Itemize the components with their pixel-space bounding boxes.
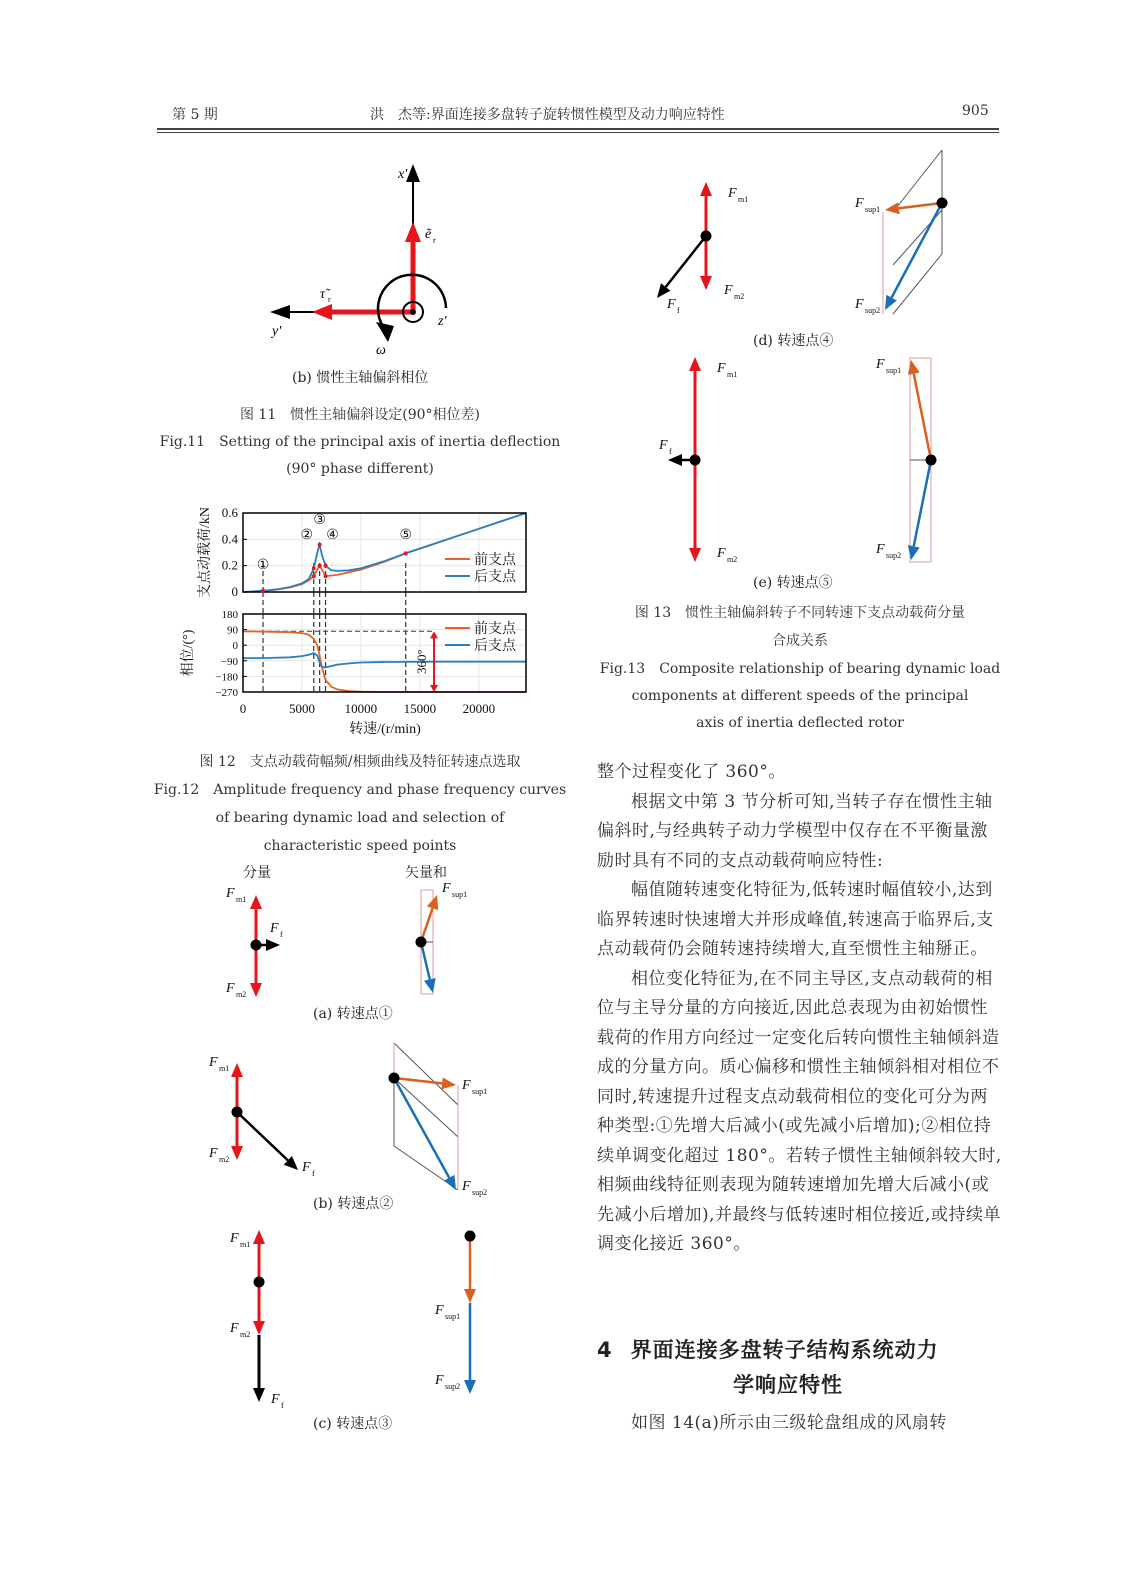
fm1-arrow-head: [231, 1063, 243, 1077]
force-label: F: [667, 297, 676, 312]
fig11-caption-en-1: Fig.11 Setting of the principal axis of inertia deflection: [159, 434, 561, 450]
fig13-sub-c: (c) 转速点③: [313, 1416, 393, 1432]
body-text-2: [597, 1409, 1002, 1439]
force-label: F: [876, 357, 885, 372]
z-label: z': [438, 314, 447, 329]
y-axis-label: 支点动载荷/kN: [198, 507, 213, 598]
fig13-caption-en-3: axis of inertia deflected rotor: [696, 715, 904, 731]
force-label: F: [659, 438, 668, 453]
force-label-sub: m1: [240, 1240, 251, 1249]
fsup1-arrow: [914, 374, 931, 460]
speed-point-label: ②: [300, 528, 314, 543]
force-label-sub: sup1: [886, 366, 902, 375]
fsup1-arrow-head: [441, 1077, 456, 1089]
legend-label: 前支点: [474, 622, 516, 637]
x-axis-label: 转速/(r/min): [349, 722, 421, 737]
fig13-col-vector-sum: 矢量和: [405, 865, 447, 881]
fsup2-arrow: [892, 203, 942, 298]
y-tick-label: 0: [231, 584, 238, 599]
fig11-subcaption: (b) 惯性主轴偏斜相位: [292, 370, 429, 386]
y-tick-label: 0.2: [221, 557, 238, 573]
y-tick-label: −270: [215, 687, 238, 699]
force-label-sub: m2: [727, 555, 738, 564]
fig13-caption-cn-2: 合成关系: [772, 633, 828, 649]
y-tick-label: −180: [215, 671, 238, 684]
fsup2-arrow-head: [424, 978, 436, 993]
paragraph: 根据文中第 3 节分析可知,当转子存在惯性主轴偏斜时,与经典转子动力学模型中仅存在不平衡量激励时具有不同的支点动载荷响应特性:: [597, 791, 993, 871]
y-tick-label: 0.4: [221, 531, 238, 547]
fsup1-arrow-head: [464, 1289, 476, 1303]
fsup2-arrow: [394, 1078, 449, 1178]
force-label-sub: sup2: [445, 1382, 461, 1391]
force-label-sub: f: [281, 1401, 284, 1410]
force-label: F: [462, 1078, 471, 1093]
fig13-sub-d: (d) 转速点④: [753, 333, 834, 349]
parallelogram-edge: [893, 150, 942, 314]
fig13-sub-b: (b) 转速点②: [313, 1196, 394, 1212]
fsup1-arrow: [899, 203, 942, 208]
fig13-caption-cn-1: 图 13 惯性主轴偏斜转子不同转速下支点动载荷分量: [634, 605, 966, 621]
parallelogram-edge: [394, 1043, 458, 1190]
force-label: F: [855, 196, 864, 211]
force-label: F: [462, 1179, 471, 1194]
fig13-sub-e: (e) 转速点⑤: [753, 575, 833, 591]
fig12-caption-cn: 图 12 支点动载荷幅频/相频曲线及特征转速点选取: [199, 754, 521, 770]
fig12-caption-en-1: Fig.12 Amplitude frequency and phase frequency curves: [153, 782, 567, 798]
rotor-center-dot: [254, 1277, 265, 1288]
force-label: F: [302, 1160, 311, 1175]
y-axis-label: 相位/(°): [181, 629, 196, 677]
force-label-sub: f: [669, 447, 672, 456]
rotor-center-dot: [690, 455, 701, 466]
force-label-sub: f: [312, 1169, 315, 1178]
ff-arrow-head: [266, 939, 280, 951]
rotor-center-dot: [926, 455, 937, 466]
section-number: 4: [597, 1338, 613, 1362]
force-label-sub: sup1: [445, 1312, 461, 1321]
rotor-center-dot: [416, 937, 427, 948]
fm1-arrow-head: [700, 182, 712, 196]
paragraph: 整个过程变化了 360°。: [597, 762, 786, 782]
force-label-sub: sup1: [472, 1087, 488, 1096]
force-label: F: [435, 1303, 444, 1318]
legend-label: 后支点: [474, 639, 516, 654]
force-label: F: [230, 1321, 239, 1336]
journal-issue: 第 5 期: [172, 107, 218, 123]
ff-arrow: [237, 1112, 288, 1160]
speed-point-label: ①: [256, 558, 270, 573]
annotation-label: 360°: [414, 649, 430, 675]
fm1-arrow-head: [689, 357, 701, 371]
legend-label: 前支点: [474, 553, 516, 568]
y-label: y': [272, 324, 282, 339]
ff-arrow-head: [253, 1388, 265, 1402]
force-label: F: [724, 283, 733, 298]
fsup1-arrow-head: [427, 895, 438, 910]
x-tick-label: 0: [239, 701, 247, 716]
force-label-sub: sup2: [886, 551, 902, 560]
force-label-sub: f: [677, 306, 680, 315]
x-tick-label: 10000: [344, 701, 378, 716]
force-label: F: [226, 981, 235, 996]
e-label: ẽ: [425, 227, 432, 242]
y-tick-label: 90: [227, 624, 238, 637]
fm2-arrow-head: [700, 276, 712, 290]
ff-arrow: [666, 236, 706, 287]
speed-point-label: ⑤: [399, 528, 413, 543]
fig13-caption-en-1: Fig.13 Composite relationship of bearing dynamic load: [599, 661, 1001, 677]
section-title-2: 学响应特性: [733, 1373, 843, 1397]
fsup2-arrow-head: [464, 1380, 476, 1394]
fsup1-arrow-head: [885, 202, 900, 214]
fm2-arrow-head: [253, 1321, 265, 1335]
force-label-sub: m1: [219, 1064, 230, 1073]
fig11-caption-en-2: (90° phase different): [286, 461, 434, 477]
tau-sub: r: [328, 295, 331, 304]
section-title-1: 界面连接多盘转子结构系统动力: [630, 1338, 939, 1362]
y-tick-label: −90: [220, 655, 238, 668]
force-label: F: [435, 1373, 444, 1388]
rotor-center-dot: [232, 1107, 243, 1118]
x-tick-label: 5000: [288, 701, 315, 716]
force-label: F: [226, 886, 235, 901]
force-label-sub: m1: [727, 370, 738, 379]
force-label-sub: m2: [236, 990, 247, 999]
fsup2-arrow: [914, 460, 931, 546]
rotor-center-dot: [251, 940, 262, 951]
force-label-sub: m2: [240, 1330, 251, 1339]
fm2-arrow-head: [250, 983, 262, 997]
running-title: 洪 杰等:界面连接多盘转子旋转惯性模型及动力响应特性: [370, 107, 725, 123]
fm1-arrow-head: [250, 895, 262, 909]
omega-label: ω: [376, 343, 386, 358]
fig12-caption-en-2: of bearing dynamic load and selection of: [215, 810, 505, 826]
force-label-sub: m2: [734, 292, 745, 301]
force-label: F: [271, 1392, 280, 1407]
x-tick-label: 20000: [462, 701, 496, 716]
force-label: F: [728, 186, 737, 201]
fig13-sub-a: (a) 转速点①: [313, 1006, 393, 1022]
page-number: 905: [962, 103, 989, 119]
rotor-center-dot: [701, 231, 712, 242]
force-label: F: [442, 881, 451, 896]
force-label: F: [209, 1146, 218, 1161]
force-label-sub: sup2: [472, 1188, 488, 1197]
force-label: F: [717, 546, 726, 561]
y-tick-label: 0: [232, 640, 238, 653]
speed-point-label: ④: [326, 528, 339, 543]
legend-label: 后支点: [474, 570, 516, 585]
tau-label: τ̃: [320, 287, 326, 302]
fig12-caption-en-3: characteristic speed points: [263, 838, 457, 854]
rotor-center-dot: [389, 1073, 400, 1084]
force-label-sub: m1: [236, 895, 247, 904]
paragraph: 幅值随转速变化特征为,低转速时幅值较小,达到临界转速时快速增大并形成峰值,转速高于临界后,支点动载荷仍会随转速持续增大,直至惯性主轴掰正。: [597, 880, 994, 959]
speed-point-label: ③: [313, 513, 326, 528]
force-label: F: [876, 542, 885, 557]
fsup1-arrow: [394, 1078, 442, 1083]
x-label: x': [398, 167, 408, 182]
rotor-center-dot: [937, 198, 948, 209]
fm1-arrow-head: [253, 1230, 265, 1244]
force-label: F: [209, 1055, 218, 1070]
section-heading: [597, 1334, 939, 1364]
fig11-caption-cn: 图 11 惯性主轴偏斜设定(90°相位差): [239, 407, 480, 423]
force-label: F: [230, 1231, 239, 1246]
fm2-arrow-head: [231, 1146, 243, 1160]
force-label: F: [717, 361, 726, 376]
paragraph: 如图 14(a)所示由三级轮盘组成的风扇转: [631, 1413, 947, 1433]
fig13-col-components: 分量: [243, 865, 271, 881]
y-tick-label: 180: [221, 609, 238, 621]
y-tick-label: 0.6: [221, 505, 238, 520]
force-label-sub: m2: [219, 1155, 230, 1164]
force-label-sub: sup2: [865, 306, 881, 315]
force-label: F: [855, 297, 864, 312]
fm2-arrow-head: [689, 548, 701, 562]
force-label-sub: sup1: [452, 890, 468, 899]
rotor-center-dot: [465, 1231, 476, 1242]
force-label: F: [270, 921, 279, 936]
fsup2-arrow: [421, 942, 430, 979]
x-tick-label: 15000: [403, 701, 437, 716]
force-label-sub: sup1: [865, 205, 881, 214]
force-label-sub: f: [280, 930, 283, 939]
fig13-caption-en-2: components at different speeds of the principal: [631, 688, 969, 704]
paragraph: 相位变化特征为,在不同主导区,支点动载荷的相位与主导分量的方向接近,因此总表现为由初始惯性载荷的作用方向经过一定变化后转向惯性主轴倾斜造成的分量方向。质心偏移和惯性主轴倾斜相对相位不同时,转速提升过程支点动载荷相位的变化可分为两种类型:①先增大后减小(或先减小后增加);②相位持续单调变化超过 180°。若转子惯性主轴倾斜较大时,相频曲线特征则表现为随转速增加先增大后减小(或先减小后增加),并最终与低转速时相位接近,或持续单调变化接近 360°。: [597, 968, 1002, 1254]
force-label-sub: m1: [738, 195, 749, 204]
e-sub: r: [433, 236, 436, 245]
body-text: [597, 758, 1002, 1260]
